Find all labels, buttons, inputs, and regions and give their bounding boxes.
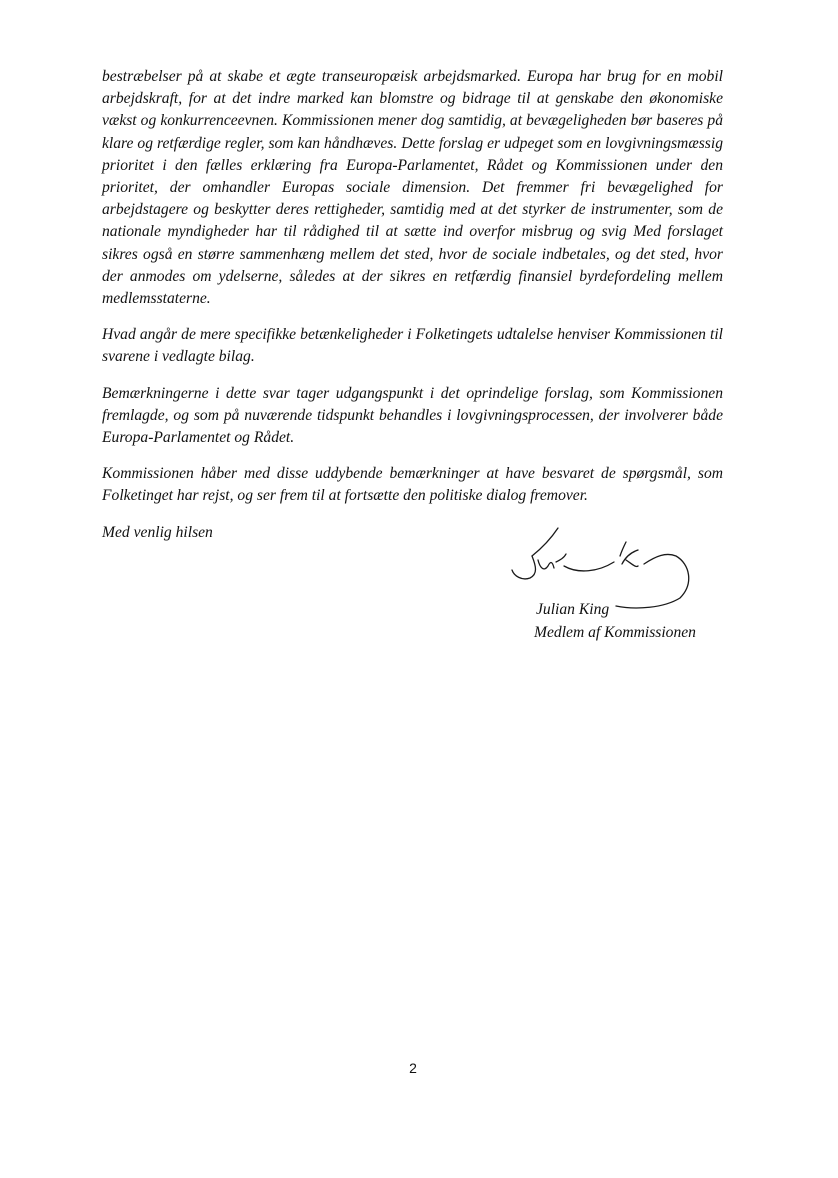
closing-salutation: Med venlig hilsen bbox=[102, 523, 213, 541]
paragraph-2: Hvad angår de mere specifikke betænkeligheder i Folketingets udtalelse henviser Kommissionen til svarene i vedlagte bilag. bbox=[102, 326, 723, 366]
paragraph-1: bestræbelser på at skabe et ægte transeuropæisk arbejdsmarked. Europa har brug for en mobil arbejdskraft, for at det indre marked kan blomstre og bidrage til at genskabe den økonomiske vækst og konkurrenceevnen. Kommissionen mener dog samtidig, at bevægeligheden bør baseres på klare og retfærdige regler, som kan håndhæves. Dette forslag er udpeget som en lovgivningsmæssig prioritet i den fælles erklæring fra Europa-Parlamentet, Rådet og Kommissionen under den prioritet, der omhandler Europas sociale dimension. Det fremmer fri bevægelighed for arbejdstagere og beskytter deres rettigheder, samtidig med at det styrker de instrumenter, som de nationale myndigheder har til rådighed til at sætte ind overfor misbrug og svig Med forslaget sikres også en større sammenhæng mellem det sted, hvor de sociale indbetales, og det sted, hvor der anmodes om ydelserne, således at der sikres en retfærdig finansiel byrdefordeling mellem medlemsstaterne. bbox=[102, 68, 723, 308]
signer-name: Julian King bbox=[536, 601, 610, 618]
signer-title: Medlem af Kommissionen bbox=[534, 624, 696, 641]
paragraph-3: Bemærkningerne i dette svar tager udgangspunkt i det oprindelige forslag, som Kommissionen fremlagde, og som på nuværende tidspunkt behandles i lovgivningsprocessen, der involverer både Europa-Parlamentet og Rådet. bbox=[102, 384, 723, 447]
page-number: 2 bbox=[409, 1060, 417, 1076]
letter-body bbox=[102, 66, 723, 544]
paragraph-4: Kommissionen håber med disse uddybende bemærkninger at have besvaret de spørgsmål, som Folketinget har rejst, og ser frem til at fortsætte den politiske dialog fremover. bbox=[102, 465, 723, 505]
